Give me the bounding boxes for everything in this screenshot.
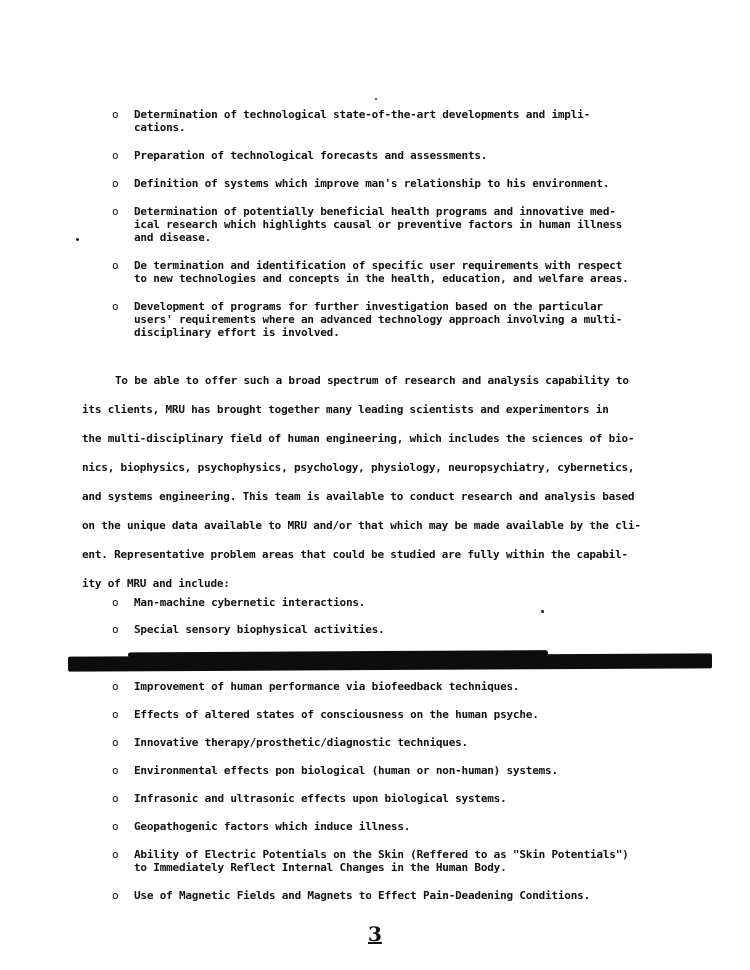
list-item-text: Innovative therapy/prosthetic/diagnostic techniques. [134, 736, 468, 749]
list-item-text: Effects of altered states of consciousness on the human psyche. [134, 708, 539, 721]
list-item [112, 108, 712, 134]
list-item-text: Determination of potentially beneficial health programs and innovative med- ical research which highlights causal or preventive factors in human illness and disease. [134, 205, 623, 244]
paragraph-line: and systems engineering. This team is available to conduct research and analysis based [82, 490, 635, 503]
bullet: o [112, 820, 119, 833]
list-item-text: Infrasonic and ultrasonic effects upon biological systems. [134, 792, 507, 805]
list-item-text: Environmental effects pon biological (human or non-human) systems. [134, 764, 558, 777]
list-item-text: Special sensory biophysical activities. [134, 623, 385, 636]
paragraph-line: the multi-disciplinary field of human engineering, which includes the sciences of bio- [82, 432, 635, 445]
paragraph-line: on the unique data available to MRU and/or that which may be made available by the cli- [82, 519, 641, 532]
redaction-bar [68, 653, 712, 671]
bullet: o [112, 149, 119, 162]
list-item [112, 764, 712, 777]
page-number: 3 [368, 922, 382, 946]
bullet: o [112, 848, 119, 861]
paragraph-line: ity of MRU and include: [82, 577, 230, 590]
bullet: o [112, 259, 119, 272]
bullet: o [112, 708, 119, 721]
list-item [112, 300, 712, 339]
list-item [112, 680, 712, 693]
list-item [112, 792, 712, 805]
scan-speck [375, 98, 377, 100]
list-item [112, 177, 712, 190]
bullet: o [112, 623, 119, 636]
list-item [112, 820, 712, 833]
bullet: o [112, 792, 119, 805]
paragraph-line: ent. Representative problem areas that could be studied are fully within the capabil- [82, 548, 628, 561]
list-item-text: Ability of Electric Potentials on the Skin (Reffered to as "Skin Potentials") to Immediately Reflect Internal Changes in the Human Body. [134, 848, 629, 874]
list-item-text: Development of programs for further investigation based on the particular users' requirements where an advanced technology approach involving a multi- disciplinary effort is involved. [134, 300, 623, 339]
body-paragraph [82, 366, 714, 598]
list-item [112, 708, 712, 721]
bullet: o [112, 177, 119, 190]
paragraph-line: nics, biophysics, psychophysics, psychology, physiology, neuropsychiatry, cybernetics, [82, 461, 635, 474]
list-item [112, 205, 712, 244]
problem-areas-list [112, 596, 712, 650]
list-item-text: Preparation of technological forecasts and assessments. [134, 149, 488, 162]
list-item [112, 149, 712, 162]
list-item-text: Geopathogenic factors which induce illness. [134, 820, 411, 833]
bullet: o [112, 108, 119, 121]
list-item [112, 736, 712, 749]
list-item-text: Use of Magnetic Fields and Magnets to Effect Pain-Deadening Conditions. [134, 889, 591, 902]
list-item-text: De termination and identification of specific user requirements with respect to new technologies and concepts in the health, education, and welfare areas. [134, 259, 629, 285]
bullet: o [112, 764, 119, 777]
bullet: o [112, 300, 119, 313]
scan-speck [76, 238, 79, 241]
list-item-text: Determination of technological state-of-the-art developments and impli- cations. [134, 108, 591, 134]
list-item-text: Man-machine cybernetic interactions. [134, 596, 366, 609]
capabilities-list [112, 108, 712, 354]
bullet: o [112, 889, 119, 902]
scan-speck [541, 610, 544, 613]
paragraph-line: its clients, MRU has brought together many leading scientists and experimentors in [82, 403, 609, 416]
list-item [112, 596, 712, 609]
bullet: o [112, 205, 119, 218]
bullet: o [112, 680, 119, 693]
paragraph-line: To be able to offer such a broad spectrum of research and analysis capability to [115, 374, 629, 387]
bullet: o [112, 736, 119, 749]
list-item [112, 889, 712, 902]
list-item-text: Definition of systems which improve man's relationship to his environment. [134, 177, 610, 190]
bullet: o [112, 596, 119, 609]
problem-areas-list-continued [112, 680, 712, 917]
list-item [112, 848, 712, 874]
list-item [112, 259, 712, 285]
list-item [112, 623, 712, 636]
list-item-text: Improvement of human performance via biofeedback techniques. [134, 680, 520, 693]
